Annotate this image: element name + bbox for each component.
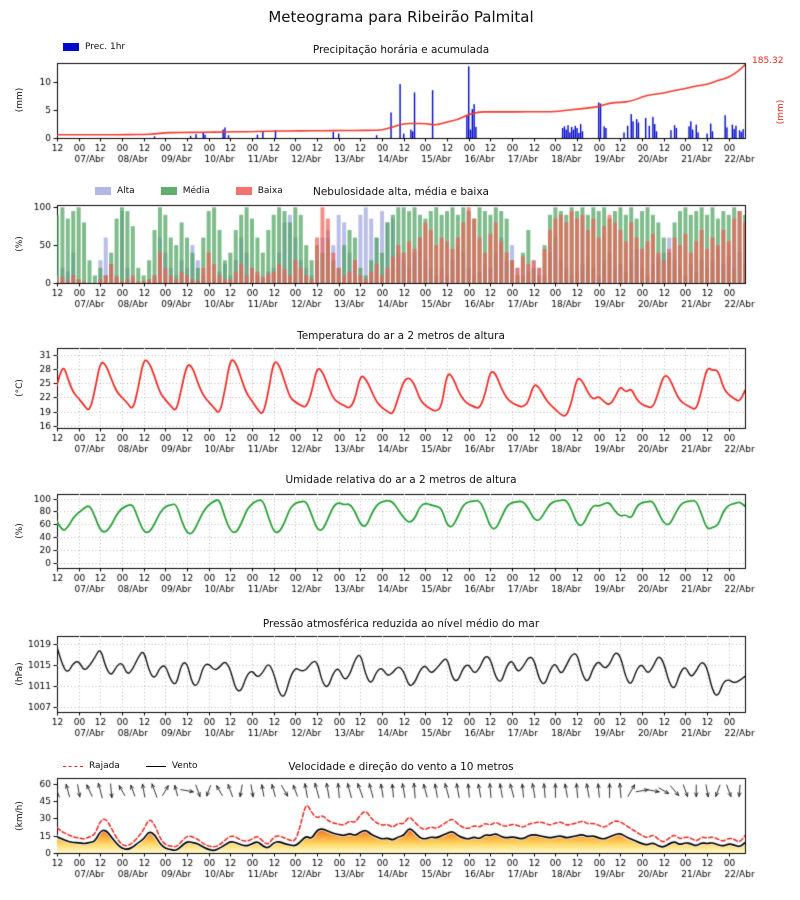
precip-title: Precipitação horária e acumulada (312, 44, 490, 56)
precip-ylabel: (mm) (15, 87, 25, 113)
media-legend-label: Média (182, 186, 210, 196)
precip-legend-label: Prec. 1hr (85, 42, 126, 52)
rajada-legend-label: Rajada (89, 761, 120, 771)
temperature-title: Temperatura do ar a 2 metros de altura (297, 330, 505, 342)
precip-right-ylabel: (mm) (776, 99, 786, 125)
page-title: Meteograma para Ribeirão Palmital (268, 8, 534, 26)
humidity-ylabel: (%) (15, 523, 25, 539)
baixa-legend-label: Baixa (257, 186, 283, 196)
alta-legend-label: Alta (117, 186, 135, 196)
vento-legend-label: Vento (171, 761, 198, 771)
wind-ylabel: (km/h) (15, 801, 25, 831)
wind-title: Velocidade e direção do vento a 10 metros (288, 761, 514, 773)
pressure-ylabel: (hPa) (15, 662, 25, 686)
temperature-ylabel: (°C) (15, 379, 25, 397)
clouds-ylabel: (%) (15, 236, 25, 252)
clouds-title: Nebulosidade alta, média e baixa (312, 186, 489, 198)
humidity-title: Umidade relativa do ar a 2 metros de altura (285, 474, 517, 486)
pressure-title: Pressão atmosférica reduzida ao nível médio do mar (262, 618, 540, 630)
cumulative-end-annotation: 185.32 (752, 56, 784, 66)
